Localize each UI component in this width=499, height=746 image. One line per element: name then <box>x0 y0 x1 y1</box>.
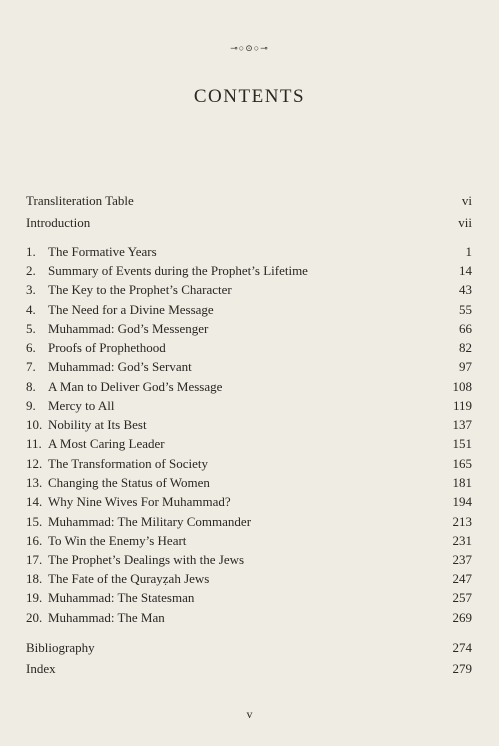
toc-entry-chapter <box>26 531 472 550</box>
entry-page: 66 <box>459 321 472 336</box>
entry-title: Muhammad: God’s Messenger <box>48 321 209 336</box>
entry-title: Muhammad: The Statesman <box>48 590 195 605</box>
entry-title: Introduction <box>26 215 91 230</box>
entry-page: 97 <box>459 359 472 374</box>
chapter-number: 13. <box>26 475 43 490</box>
entry-title: The Prophet’s Dealings with the Jews <box>48 552 245 567</box>
chapter-number: 2. <box>26 263 36 278</box>
chapter-number: 1. <box>26 244 36 259</box>
entry-title: Muhammad: The Military Commander <box>48 514 252 529</box>
entry-page: 279 <box>452 661 472 676</box>
chapter-number: 6. <box>26 340 36 355</box>
entry-title: To Win the Enemy’s Heart <box>48 533 187 548</box>
toc-entry-introduction <box>26 213 472 232</box>
entry-page: 269 <box>452 610 472 625</box>
entry-page: 247 <box>452 571 472 586</box>
ornament-divider: ⊸○⊙○⊸ <box>230 43 269 53</box>
entry-page: 108 <box>452 379 472 394</box>
toc-entry-chapter <box>26 492 472 511</box>
entry-page: 119 <box>452 398 472 413</box>
toc-entry-chapter <box>26 434 472 453</box>
toc-entry-chapter <box>26 261 472 280</box>
entry-page: 237 <box>452 552 472 567</box>
entry-title: Summary of Events during the Prophet’s Lifetime <box>48 263 308 278</box>
entry-title: Proofs of Prophethood <box>48 340 166 355</box>
page-number: v <box>246 707 253 721</box>
chapter-number: 5. <box>26 321 36 336</box>
toc-entry-chapter <box>26 338 472 357</box>
toc-entry-chapter <box>26 550 472 569</box>
entry-title: Mercy to All <box>48 398 115 413</box>
toc-entry-chapter <box>26 415 472 434</box>
entry-title: Changing the Status of Women <box>48 475 210 490</box>
chapter-number: 17. <box>26 552 43 567</box>
entry-title: The Need for a Divine Message <box>48 302 214 317</box>
entry-title: Transliteration Table <box>26 193 134 208</box>
toc-entry-chapter <box>26 357 472 376</box>
entry-page: 194 <box>452 494 472 509</box>
toc-entry-chapter <box>26 569 472 588</box>
entry-page: 14 <box>459 263 472 278</box>
chapter-number: 4. <box>26 302 36 317</box>
toc-entry-chapter <box>26 512 472 531</box>
entry-page: 257 <box>452 590 472 605</box>
toc-entry-chapter <box>26 242 472 261</box>
chapter-number: 16. <box>26 533 43 548</box>
entry-page: 151 <box>452 436 472 451</box>
page-title: CONTENTS <box>193 86 306 107</box>
entry-page: 1 <box>465 244 472 259</box>
entry-title: Muhammad: The Man <box>48 610 165 625</box>
chapter-number: 7. <box>26 359 36 374</box>
chapter-number: 11. <box>26 436 42 451</box>
toc-entry-chapter <box>26 588 472 607</box>
entry-page: 181 <box>452 475 472 490</box>
chapter-number: 14. <box>26 494 43 509</box>
entry-title: The Transformation of Society <box>48 456 208 471</box>
entry-title: The Fate of the Qurayẓah Jews <box>48 571 210 586</box>
toc-entry-chapter <box>26 473 472 492</box>
entry-page: 82 <box>459 340 472 355</box>
entry-title: A Man to Deliver God’s Message <box>48 379 223 394</box>
chapter-number: 20. <box>26 610 43 625</box>
entry-title: Index <box>26 661 56 676</box>
entry-page: vi <box>461 193 472 208</box>
entry-title: The Formative Years <box>48 244 157 259</box>
entry-title: Bibliography <box>26 640 95 655</box>
toc-entry-chapter <box>26 280 472 299</box>
toc-entry-transliteration <box>26 191 472 210</box>
chapter-number: 3. <box>26 282 36 297</box>
entry-title: A Most Caring Leader <box>48 436 165 451</box>
entry-page: 274 <box>452 640 472 655</box>
chapter-number: 15. <box>26 514 43 529</box>
chapter-number: 8. <box>26 379 36 394</box>
toc-entry-chapter <box>26 454 472 473</box>
toc-entry-chapter <box>26 300 472 319</box>
toc-entry-chapter <box>26 396 472 415</box>
entry-page: 165 <box>452 456 472 471</box>
toc-entry-index <box>26 659 472 678</box>
toc-entry-chapter <box>26 319 472 338</box>
entry-page: 213 <box>452 514 472 529</box>
entry-page: 137 <box>452 417 472 432</box>
entry-page: 55 <box>459 302 472 317</box>
entry-page: vii <box>458 215 472 230</box>
toc-entry-bibliography <box>26 638 472 657</box>
entry-title: The Key to the Prophet’s Character <box>48 282 232 297</box>
toc-entry-chapter <box>26 377 472 396</box>
toc-entry-chapter <box>26 608 472 627</box>
entry-title: Why Nine Wives For Muhammad? <box>48 494 231 509</box>
chapter-number: 18. <box>26 571 43 586</box>
chapter-number: 9. <box>26 398 36 413</box>
entry-title: Muhammad: God’s Servant <box>48 359 192 374</box>
entry-page: 231 <box>452 533 472 548</box>
chapter-number: 19. <box>26 590 43 605</box>
chapter-number: 12. <box>26 456 43 471</box>
entry-page: 43 <box>459 282 472 297</box>
entry-title: Nobility at Its Best <box>48 417 147 432</box>
chapter-number: 10. <box>26 417 43 432</box>
